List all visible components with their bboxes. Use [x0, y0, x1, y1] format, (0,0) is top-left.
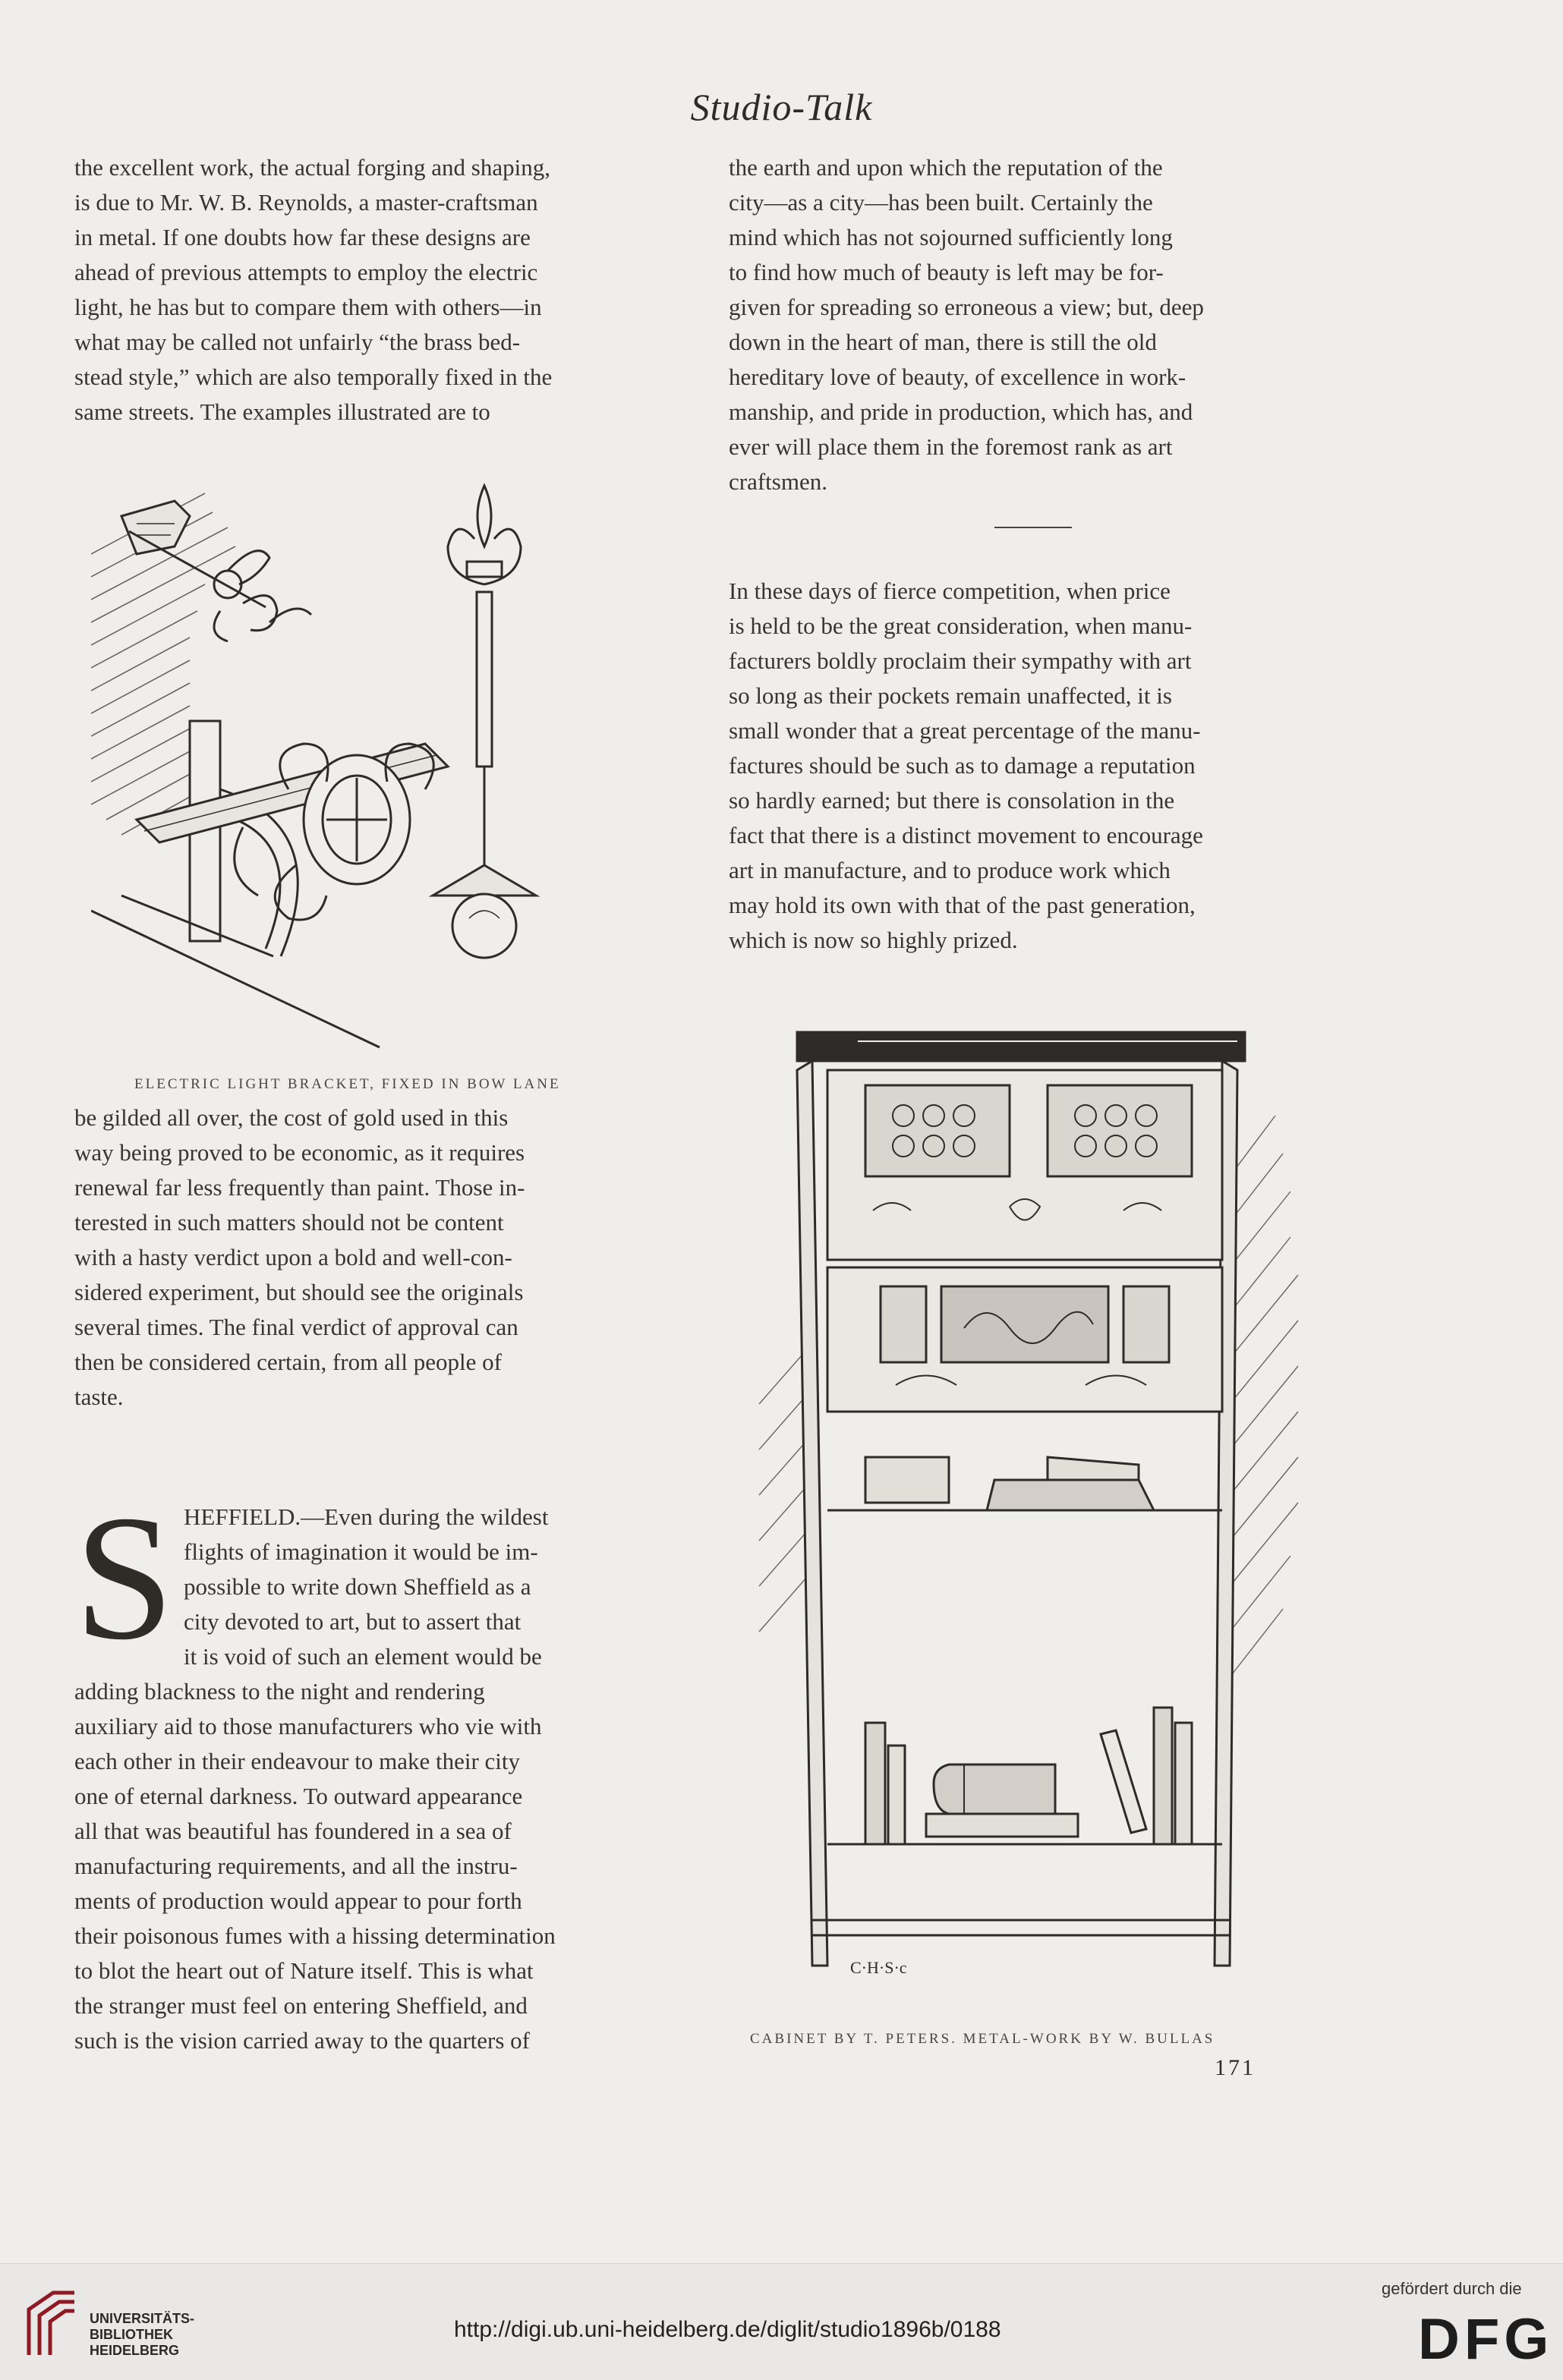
text-line: ever will place them in the foremost rank as art [729, 433, 1173, 460]
text-line: fact that there is a distinct movement to encourage [729, 822, 1203, 848]
section-divider-rule [994, 527, 1072, 528]
library-line-3: HEIDELBERG [90, 2343, 180, 2358]
text-line: down in the heart of man, there is still the old [729, 329, 1157, 355]
left-column-middle-paragraph [74, 1100, 697, 1415]
text-line: terested in such matters should not be content [74, 1209, 504, 1236]
funded-by-label: gefördert durch die [1382, 2279, 1522, 2298]
digitization-footer [0, 2263, 1563, 2380]
text-line: then be considered certain, from all people of [74, 1349, 502, 1375]
text-line: all that was beautiful has foundered in a sea of [74, 1818, 512, 1844]
text-line: which is now so highly prized. [729, 927, 1018, 953]
text-line: so long as their pockets remain unaffected, it is [729, 682, 1172, 709]
sheffield-paragraph-continued [74, 1674, 697, 2058]
right-column-bottom-paragraph [729, 574, 1342, 958]
text-line: is held to be the great consideration, when manu- [729, 612, 1193, 639]
text-line: ments of production would appear to pour forth [74, 1887, 522, 1914]
text-line: such is the vision carried away to the quarters of [74, 2027, 531, 2054]
bracket-figure-caption: ELECTRIC LIGHT BRACKET, FIXED IN BOW LANE [134, 1076, 561, 1092]
text-line: manufacturing requirements, and all the instru- [74, 1853, 518, 1879]
dfg-logo: DFG [1418, 2307, 1554, 2372]
text-line: HEFFIELD.—Even during the wildest [184, 1503, 549, 1530]
text-line: adding blackness to the night and rendering [74, 1678, 485, 1705]
university-library-logo-icon [23, 2287, 80, 2360]
running-head: Studio-Talk [690, 86, 873, 128]
text-line: sidered experiment, but should see the originals [74, 1279, 524, 1305]
text-line: small wonder that a great percentage of the manu- [729, 717, 1201, 744]
library-line-1: UNIVERSITÄTS- [90, 2311, 195, 2326]
text-line: is due to Mr. W. B. Reynolds, a master-craftsman [74, 189, 538, 216]
text-line: several times. The final verdict of approval can [74, 1314, 518, 1340]
university-library-name [90, 2311, 194, 2359]
text-line: art in manufacture, and to produce work which [729, 857, 1171, 883]
text-line: flights of imagination it would be im- [184, 1538, 538, 1565]
electric-light-bracket-illustration [91, 471, 668, 1062]
text-line: may hold its own with that of the past generation, [729, 892, 1196, 918]
text-line: taste. [74, 1384, 124, 1410]
text-line: auxiliary aid to those manufacturers who vie with [74, 1713, 542, 1739]
text-line: what may be called not unfairly “the brass bed- [74, 329, 521, 355]
text-line: their poisonous fumes with a hissing determination [74, 1922, 556, 1949]
text-line: so hardly earned; but there is consolation in the [729, 787, 1175, 814]
text-line: manship, and pride in production, which has, and [729, 398, 1193, 425]
text-line: each other in their endeavour to make their city [74, 1748, 521, 1774]
text-line: city devoted to art, but to assert that [184, 1608, 522, 1635]
drop-cap-s: S [74, 1479, 175, 1677]
text-line: to find how much of beauty is left may be for- [729, 259, 1164, 285]
library-line-2: BIBLIOTHEK [90, 2327, 173, 2342]
text-line: given for spreading so erroneous a view; but, deep [729, 294, 1204, 320]
right-column-top-paragraph [729, 150, 1342, 499]
text-line: hereditary love of beauty, of excellence in work- [729, 364, 1186, 390]
text-line: stead style,” which are also temporally fixed in the [74, 364, 553, 390]
text-line: same streets. The examples illustrated are to [74, 398, 490, 425]
text-line: craftsmen. [729, 468, 827, 495]
page-number: 171 [1215, 2055, 1256, 2080]
text-line: in metal. If one doubts how far these designs are [74, 224, 531, 250]
text-line: the earth and upon which the reputation of the [729, 154, 1163, 181]
text-line: the stranger must feel on entering Sheffield, and [74, 1992, 528, 2019]
text-line: the excellent work, the actual forging and shaping, [74, 154, 550, 181]
text-line: city—as a city—has been built. Certainly the [729, 189, 1153, 216]
text-line: facturers boldly proclaim their sympathy with art [729, 647, 1192, 674]
text-line: light, he has but to compare them with others—in [74, 294, 542, 320]
text-line: factures should be such as to damage a reputation [729, 752, 1196, 779]
illustrator-signature: C·H·S·c [850, 1958, 907, 1977]
text-line: mind which has not sojourned sufficiently long [729, 224, 1173, 250]
cabinet-figure-caption: CABINET BY T. PETERS. METAL-WORK BY W. BULLAS [750, 2031, 1215, 2047]
text-line: be gilded all over, the cost of gold used in this [74, 1104, 509, 1131]
text-line: one of eternal darkness. To outward appearance [74, 1783, 523, 1809]
text-line: with a hasty verdict upon a bold and well-con- [74, 1244, 512, 1270]
text-line: it is void of such an element would be [184, 1643, 542, 1670]
text-line: ahead of previous attempts to employ the electric [74, 259, 538, 285]
text-line: way being proved to be economic, as it requires [74, 1139, 525, 1166]
text-line: to blot the heart out of Nature itself. This is what [74, 1957, 534, 1984]
text-line: In these days of fierce competition, when price [729, 578, 1171, 604]
text-line: possible to write down Sheffield as a [184, 1573, 531, 1600]
sheffield-paragraph-indented [184, 1500, 697, 1674]
text-line: renewal far less frequently than paint. Those in- [74, 1174, 525, 1201]
cabinet-illustration [744, 1025, 1306, 1996]
left-column-top-paragraph [74, 150, 697, 430]
permalink-url[interactable]: http://digi.ub.uni-heidelberg.de/diglit/studio1896b/0188 [454, 2317, 1001, 2342]
